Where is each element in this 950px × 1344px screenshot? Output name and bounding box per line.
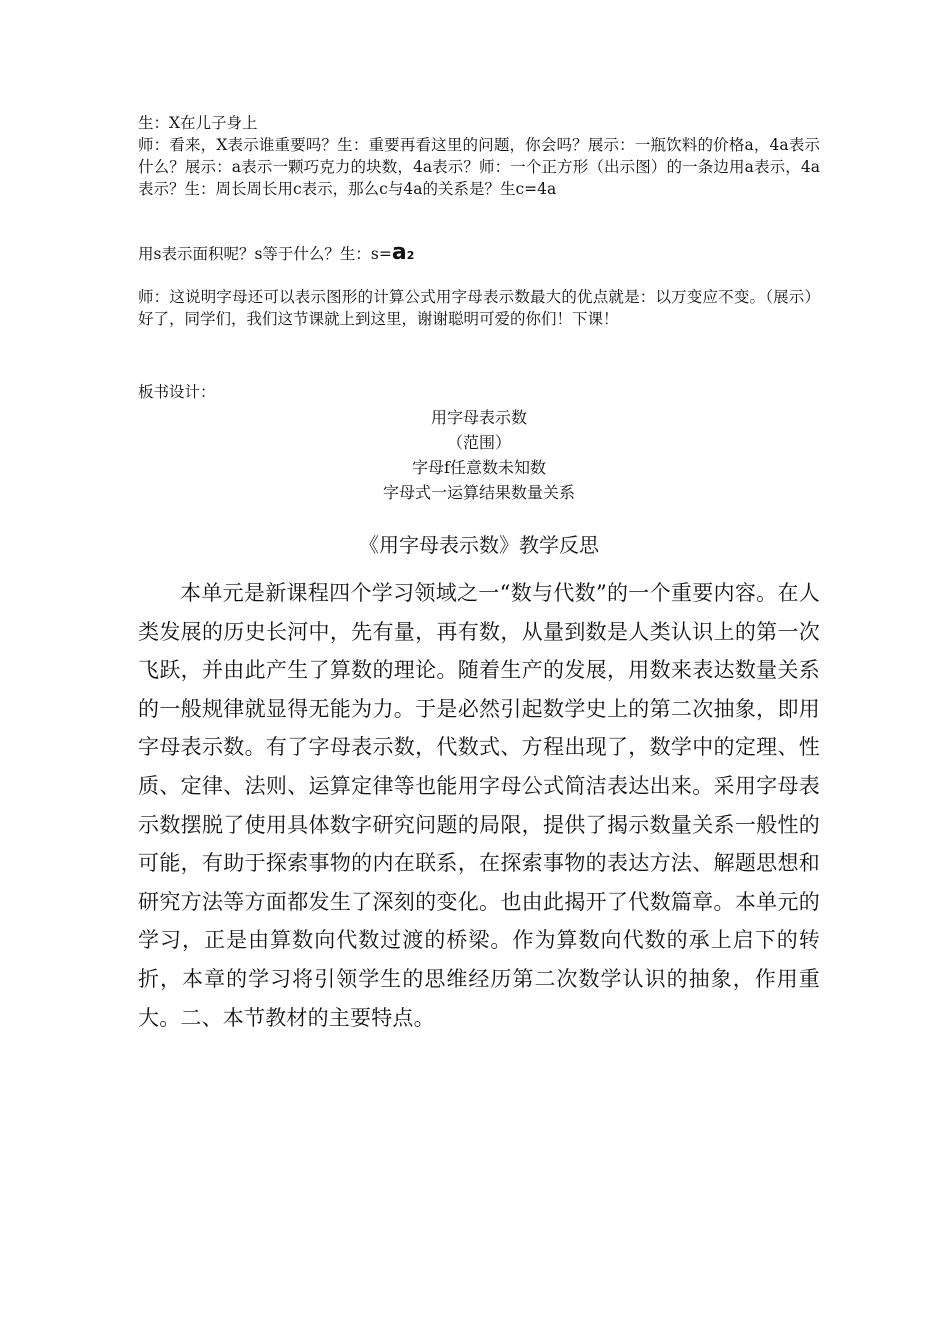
reflection-paragraph: 本单元是新课程四个学习领域之一“数与代数”的一个重要内容。在人类发展的历史长河中，先有量，再有数，从量到数是人类认识上的第一次飞跃，并由此产生了算数的理论。随着生产的发展，用数来表达数量关系的一般规律就显得无能为力。于是必然引起数学史上的第二次抽象，即用字母表示数。有了字母表示数，代数式、方程出现了，数学中的定理、性质、定律、法则、运算定律等也能用字母公式简洁表达出来。采用字母表示数摆脱了使用具体数字研究问题的局限，提供了揭示数量关系一般性的可能，有助于探索事物的内在联系，在探索事物的表达方法、解题思想和研究方法等方面都发生了深刻的变化。也由此揭开了代数篇章。本单元的学习，正是由算数向代数过渡的桥梁。作为算数向代数的承上启下的转折，本章的学习将引领学生的思维经历第二次数学认识的抽象，作用重大。二、本节教材的主要特点。	[138, 581, 820, 1030]
board-design	[138, 405, 820, 505]
board-title: 用字母表示数	[430, 408, 527, 427]
area-formula-text: 用s表示面积呢？s等于什么？生：s=	[138, 245, 392, 263]
board-range: （范围）	[446, 433, 511, 452]
board-line-letters: 字母f任意数未知数	[412, 458, 546, 477]
area-formula-exponent: 2	[406, 249, 415, 262]
dialogue-paragraph-conclusion: 师：这说明字母还可以表示图形的计算公式用字母表示数最大的优点就是：以万变应不变。（展示）好了，同学们，我们这节课就上到这里，谢谢聪明可爱的你们！下课！	[138, 288, 820, 328]
area-formula-variable: a	[391, 240, 407, 265]
dialogue-area-formula	[138, 240, 820, 267]
board-line-expressions: 字母式一运算结果数量关系	[382, 483, 575, 502]
dialogue-line-student-x: 生：X在儿子身上	[138, 114, 258, 132]
dialogue-paragraph-teacher: 师：看来，X表示谁重要吗？生：重要再看这里的问题，你会吗？展示：一瓶饮料的价格a，4a表示什么？展示：a表示一颗巧克力的块数，4a表示？师：一个正方形（出示图）的一条边用a表示，4a表示？生：周长周长用c表示，那么c与4a的关系是？生c=4a	[138, 136, 820, 198]
reflection-title: 《用字母表示数》教学反思	[359, 533, 599, 557]
board-design-label: 板书设计：	[138, 383, 216, 401]
